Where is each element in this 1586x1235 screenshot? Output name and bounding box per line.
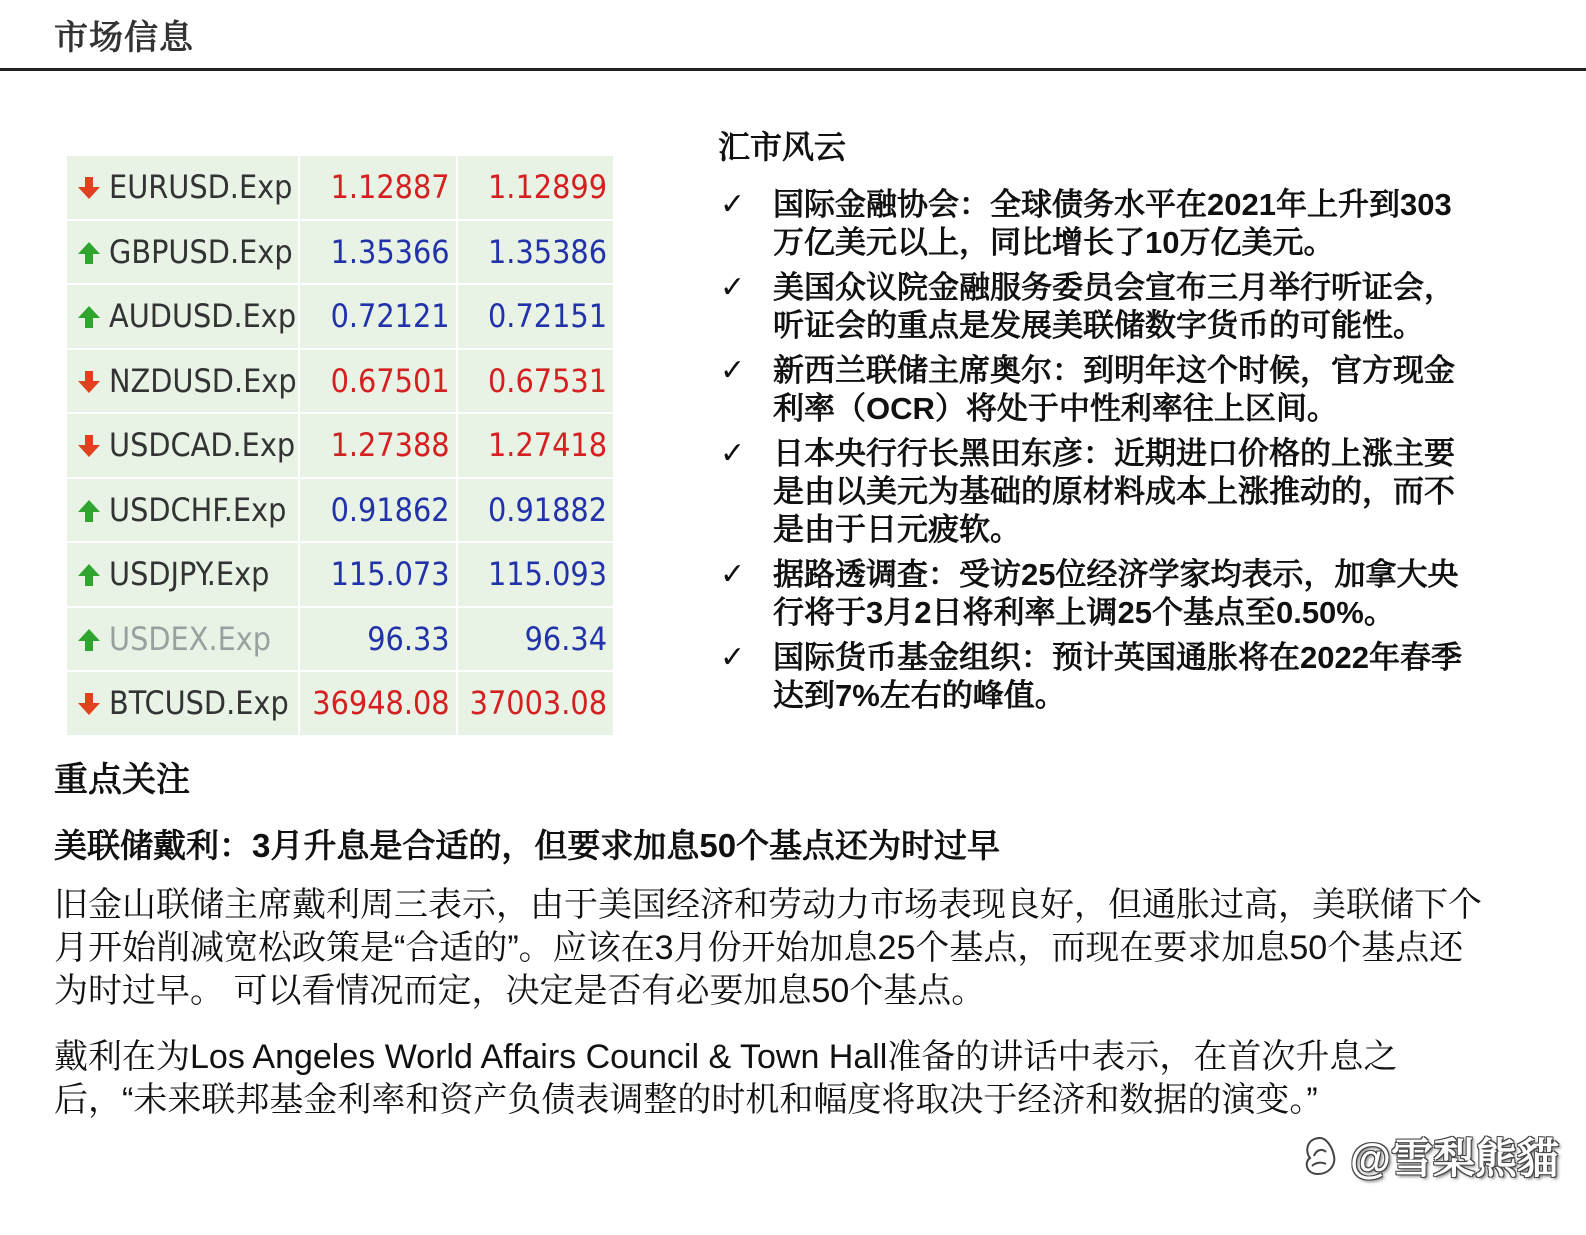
quote-ask: 0.72151 bbox=[457, 284, 613, 349]
quote-bid: 1.35366 bbox=[299, 220, 456, 285]
news-item bbox=[718, 639, 1478, 715]
quote-symbol-cell bbox=[67, 220, 299, 285]
checkmark-icon: ✓ bbox=[720, 437, 746, 470]
quote-bid: 96.33 bbox=[299, 607, 456, 672]
focus-paragraph: 戴利在为Los Angeles World Affairs Council & Town Hall准备的讲话中表示，在首次升息之后，“未来联邦基金利率和资产负债表调整的时机和幅度将取决于经济和数据的演变。” bbox=[54, 1038, 1398, 1119]
quote-symbol-cell bbox=[67, 156, 299, 220]
quote-symbol-cell bbox=[67, 284, 299, 349]
quote-row[interactable] bbox=[67, 156, 613, 220]
watermark bbox=[1300, 1126, 1559, 1186]
checkmark-icon: ✓ bbox=[720, 558, 746, 591]
checkmark-icon: ✓ bbox=[720, 354, 746, 387]
quote-ask: 1.12899 bbox=[457, 156, 613, 220]
quote-symbol: USDCAD.Exp bbox=[109, 426, 296, 465]
page-title: 市场信息 bbox=[54, 19, 194, 57]
quote-row[interactable] bbox=[67, 413, 613, 478]
quote-row[interactable] bbox=[67, 349, 613, 414]
quote-ask: 37003.08 bbox=[457, 671, 613, 736]
arrow-up-icon bbox=[77, 304, 101, 330]
news-text: 国际金融协会：全球债务水平在2021年上升到303万亿美元以上，同比增长了10万亿美元。 bbox=[773, 187, 1452, 260]
checkmark-icon: ✓ bbox=[720, 188, 746, 221]
quote-bid: 115.073 bbox=[299, 542, 456, 607]
news-item bbox=[718, 435, 1478, 549]
quote-ask: 0.67531 bbox=[457, 349, 613, 414]
quote-row[interactable] bbox=[67, 284, 613, 349]
news-text: 国际货币基金组织：预计英国通胀将在2022年春季达到7%左右的峰值。 bbox=[773, 640, 1462, 713]
news-title: 汇市风云 bbox=[718, 129, 847, 165]
quote-symbol: GBPUSD.Exp bbox=[109, 232, 293, 271]
quote-bid: 1.27388 bbox=[299, 413, 456, 478]
focus-heading: 重点关注 bbox=[54, 761, 190, 799]
arrow-up-icon bbox=[77, 562, 101, 588]
quote-bid: 0.67501 bbox=[299, 349, 456, 414]
quote-row[interactable] bbox=[67, 607, 613, 672]
quote-ask: 115.093 bbox=[457, 542, 613, 607]
watermark-text: @雪梨熊貓 bbox=[1350, 1135, 1559, 1182]
quote-ask: 0.91882 bbox=[457, 478, 613, 543]
quote-bid: 36948.08 bbox=[299, 671, 456, 736]
quote-row[interactable] bbox=[67, 542, 613, 607]
quote-row[interactable] bbox=[67, 220, 613, 285]
quote-row[interactable] bbox=[67, 478, 613, 543]
quote-bid: 0.72121 bbox=[299, 284, 456, 349]
quote-symbol-cell bbox=[67, 671, 299, 736]
news-text: 日本央行行长黑田东彦：近期进口价格的上涨主要是由以美元为基础的原材料成本上涨推动的，而不是由于日元疲软。 bbox=[773, 436, 1455, 547]
news-text: 据路透调查：受访25位经济学家均表示，加拿大央行将于3月2日将利率上调25个基点至0.50%。 bbox=[773, 557, 1459, 630]
news-item bbox=[718, 269, 1478, 345]
quote-symbol: EURUSD.Exp bbox=[109, 168, 293, 207]
arrow-down-icon bbox=[77, 691, 101, 717]
quote-symbol: USDCHF.Exp bbox=[109, 490, 287, 529]
quote-symbol: USDJPY.Exp bbox=[109, 555, 270, 594]
quote-row[interactable] bbox=[67, 671, 613, 736]
quote-bid: 1.12887 bbox=[299, 156, 456, 220]
quotes-table bbox=[67, 156, 613, 737]
arrow-up-icon bbox=[77, 627, 101, 653]
checkmark-icon: ✓ bbox=[720, 641, 746, 674]
quote-symbol-cell bbox=[67, 607, 299, 672]
news-item bbox=[718, 352, 1478, 428]
news-section bbox=[718, 122, 1478, 722]
title-divider bbox=[0, 68, 1586, 71]
quote-symbol-cell bbox=[67, 413, 299, 478]
quote-ask: 96.34 bbox=[457, 607, 613, 672]
snowball-logo-icon bbox=[1300, 1134, 1340, 1178]
news-text: 美国众议院金融服务委员会宣布三月举行听证会，听证会的重点是发展美联储数字货币的可能性。 bbox=[773, 270, 1455, 343]
news-text: 新西兰联储主席奥尔：到明年这个时候，官方现金利率（OCR）将处于中性利率往上区间。 bbox=[773, 353, 1455, 426]
quote-bid: 0.91862 bbox=[299, 478, 456, 543]
quote-ask: 1.35386 bbox=[457, 220, 613, 285]
quote-symbol-cell bbox=[67, 542, 299, 607]
news-item bbox=[718, 556, 1478, 632]
quote-symbol-cell bbox=[67, 349, 299, 414]
arrow-down-icon bbox=[77, 433, 101, 459]
arrow-up-icon bbox=[77, 240, 101, 266]
arrow-down-icon bbox=[77, 369, 101, 395]
news-list bbox=[718, 186, 1478, 715]
quote-symbol-cell bbox=[67, 478, 299, 543]
focus-subtitle: 美联储戴利：3月升息是合适的，但要求加息50个基点还为时过早 bbox=[54, 827, 1001, 864]
quote-symbol: BTCUSD.Exp bbox=[109, 684, 289, 723]
arrow-down-icon bbox=[77, 175, 101, 201]
quote-symbol: AUDUSD.Exp bbox=[109, 297, 297, 336]
quote-ask: 1.27418 bbox=[457, 413, 613, 478]
checkmark-icon: ✓ bbox=[720, 271, 746, 304]
quote-symbol: NZDUSD.Exp bbox=[109, 361, 297, 400]
quote-symbol: USDEX.Exp bbox=[109, 619, 272, 658]
focus-paragraph: 旧金山联储主席戴利周三表示，由于美国经济和劳动力市场表现良好，但通胀过高，美联储下个月开始削减宽松政策是“合适的”。应该在3月份开始加息25个基点，而现在要求加息50个基点还为时过早。 可以看情况而定，决定是否有必要加息50个基点。 bbox=[54, 886, 1482, 1010]
news-item bbox=[718, 186, 1478, 262]
arrow-up-icon bbox=[77, 498, 101, 524]
